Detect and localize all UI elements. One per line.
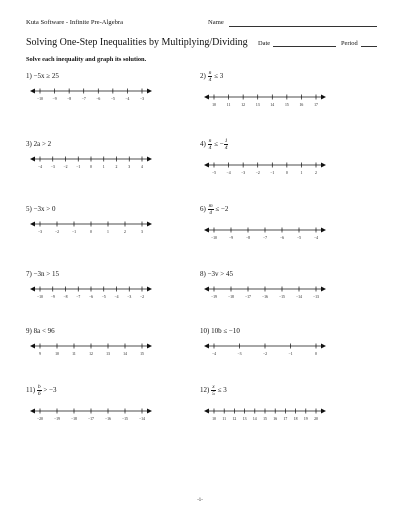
tick-label: 4 <box>141 165 143 169</box>
tick-label: 14 <box>252 417 257 421</box>
tick-label: −9 <box>50 295 55 299</box>
problem-statement <box>200 203 228 216</box>
problem-statement <box>200 384 227 397</box>
problem-statement <box>26 384 57 397</box>
problem-statement <box>26 270 59 278</box>
problem-7 <box>26 268 176 328</box>
problem-number: 7) <box>26 270 34 278</box>
number-line[interactable] <box>204 340 326 356</box>
tick-label: 20 <box>314 417 318 421</box>
tick-label: −7 <box>81 97 86 101</box>
tick-label: 15 <box>140 352 144 356</box>
inequality: 8a < 96 <box>33 327 55 335</box>
arrow-right-icon <box>147 287 152 292</box>
arrow-left-icon <box>204 344 209 349</box>
problem-statement <box>200 70 223 83</box>
tick-label: −15 <box>279 295 285 299</box>
problem-6 <box>200 203 350 263</box>
tick-label: 10 <box>55 352 59 356</box>
arrow-right-icon <box>147 157 152 162</box>
tick-label: 12 <box>232 417 237 421</box>
tick-label: −8 <box>245 236 251 240</box>
tick-label: −6 <box>279 236 285 240</box>
tick-label: −1 <box>71 230 77 234</box>
tick-label: −5 <box>101 295 106 299</box>
number-line[interactable] <box>204 159 326 175</box>
tick-label: −7 <box>76 295 81 299</box>
fraction-denominator: 4 <box>209 210 213 216</box>
tick-label: −1 <box>270 171 275 175</box>
tick-label: 0 <box>90 230 92 234</box>
tick-label: −2 <box>63 165 68 169</box>
tick-label: 14 <box>270 103 275 107</box>
tick-label: −1 <box>76 165 81 169</box>
problem-11 <box>26 384 176 444</box>
problem-number: 4) <box>200 140 208 149</box>
arrow-right-icon <box>147 89 152 94</box>
tick-label: −14 <box>296 295 302 299</box>
tick-label: −5 <box>211 171 217 175</box>
problem-3 <box>26 138 176 198</box>
problem-number: 3) <box>26 140 34 148</box>
number-line[interactable] <box>30 405 152 421</box>
arrow-right-icon <box>321 228 326 233</box>
tick-label: 15 <box>284 103 289 107</box>
tick-label: −6 <box>96 97 101 101</box>
problem-number: 2) <box>200 72 208 81</box>
tick-label: −19 <box>211 295 217 299</box>
problem-statement <box>26 327 55 335</box>
number-line[interactable] <box>30 85 152 101</box>
tick-label: 16 <box>273 417 278 421</box>
tick-label: −3 <box>37 230 43 234</box>
fraction-numerator: 1 <box>224 138 228 144</box>
tick-label: −10 <box>37 295 43 299</box>
inequality-relation: > −3 <box>41 386 57 395</box>
tick-label: 2 <box>315 171 317 175</box>
tick-label: −3 <box>139 97 145 101</box>
arrow-left-icon <box>30 344 35 349</box>
tick-label: −19 <box>54 417 60 421</box>
tick-label: −9 <box>52 97 57 101</box>
tick-label: 12 <box>241 103 246 107</box>
arrow-right-icon <box>147 409 152 414</box>
name-label: Name <box>208 19 224 26</box>
fraction-numerator: x <box>212 384 215 390</box>
inequality-relation: ≤ 3 <box>215 386 227 395</box>
name-field[interactable] <box>229 26 377 27</box>
tick-label: −3 <box>127 295 132 299</box>
tick-label: −6 <box>88 295 94 299</box>
tick-label: −5 <box>110 97 115 101</box>
inequality: −3n > 15 <box>33 270 59 278</box>
inequality-relation: ≤ − <box>212 140 224 149</box>
tick-label: −20 <box>37 417 43 421</box>
arrow-right-icon <box>321 95 326 100</box>
number-line[interactable] <box>30 283 152 299</box>
tick-label: 17 <box>283 417 288 421</box>
problem-number: 10) <box>200 327 212 335</box>
arrow-right-icon <box>321 409 326 414</box>
tick-label: 11 <box>72 352 76 356</box>
tick-label: 3 <box>128 165 131 169</box>
number-line[interactable] <box>30 218 152 234</box>
tick-label: −17 <box>245 295 251 299</box>
problem-9 <box>26 325 176 385</box>
tick-label: 16 <box>299 103 304 107</box>
date-label: Date <box>258 40 271 47</box>
number-line[interactable] <box>204 91 326 107</box>
tick-label: −1 <box>288 352 293 356</box>
fraction-denominator: 4 <box>208 145 212 151</box>
arrow-left-icon <box>204 228 209 233</box>
fraction-denominator: 6 <box>37 391 41 397</box>
arrow-left-icon <box>204 287 209 292</box>
arrow-left-icon <box>204 95 209 100</box>
problem-number: 11) <box>26 386 37 395</box>
tick-label: 18 <box>293 417 298 421</box>
inequality-relation: ≤ −2 <box>213 205 229 214</box>
tick-label: −2 <box>262 352 268 356</box>
inequality: −5x ≥ 25 <box>33 72 59 80</box>
arrow-left-icon <box>30 157 35 162</box>
tick-label: −7 <box>262 236 268 240</box>
tick-label: −2 <box>54 230 60 234</box>
tick-label: −17 <box>88 417 94 421</box>
tick-label: 17 <box>314 103 318 107</box>
tick-label: 0 <box>285 171 288 175</box>
arrow-left-icon <box>204 409 209 414</box>
problem-statement <box>26 72 59 80</box>
tick-label: −3 <box>50 165 55 169</box>
tick-label: −4 <box>125 97 130 101</box>
arrow-left-icon <box>204 163 209 168</box>
number-line[interactable] <box>30 153 152 169</box>
tick-label: −4 <box>114 295 119 299</box>
tick-label: 10 <box>212 417 216 421</box>
fraction-numerator: b <box>37 384 41 390</box>
arrow-right-icon <box>321 163 326 168</box>
tick-label: −10 <box>211 236 217 240</box>
tick-label: −16 <box>105 417 111 421</box>
tick-label: 0 <box>315 352 317 356</box>
fraction-denominator: 5 <box>212 391 215 397</box>
arrow-right-icon <box>147 344 152 349</box>
problem-number: 5) <box>26 205 34 213</box>
fraction <box>224 138 229 151</box>
problem-2 <box>200 70 350 130</box>
tick-label: 19 <box>303 417 308 421</box>
tick-label: 1 <box>102 165 105 169</box>
problem-statement <box>26 140 51 148</box>
inequality: 10b ≤ −10 <box>211 327 240 335</box>
tick-label: 0 <box>90 165 92 169</box>
arrow-left-icon <box>30 222 35 227</box>
tick-label: 10 <box>212 103 216 107</box>
tick-label: −8 <box>67 97 72 101</box>
number-line[interactable] <box>204 283 326 299</box>
problem-number: 8) <box>200 270 208 278</box>
tick-label: 13 <box>106 352 110 356</box>
number-line[interactable] <box>30 340 152 356</box>
tick-label: −4 <box>313 236 319 240</box>
problem-5 <box>26 203 176 263</box>
tick-label: 1 <box>107 230 109 234</box>
period-label: Period <box>341 40 358 47</box>
tick-label: 2 <box>124 230 126 234</box>
tick-label: −14 <box>139 417 145 421</box>
arrow-right-icon <box>321 287 326 292</box>
number-line[interactable] <box>204 405 326 421</box>
number-line[interactable] <box>204 224 326 240</box>
page-number: -1- <box>197 498 203 503</box>
tick-label: −4 <box>37 165 43 169</box>
tick-label: −9 <box>228 236 234 240</box>
software-label: Kuta Software - Infinite Pre-Algebra <box>26 19 124 26</box>
problem-number: 9) <box>26 327 34 335</box>
fraction-denominator: 4 <box>224 145 228 151</box>
tick-label: 13 <box>255 103 260 107</box>
tick-label: 14 <box>123 352 127 356</box>
fraction-numerator: n <box>208 138 212 144</box>
tick-label: 3 <box>141 230 143 234</box>
problem-4 <box>200 138 350 198</box>
tick-label: 15 <box>263 417 267 421</box>
problem-statement <box>200 327 240 335</box>
tick-label: −4 <box>211 352 217 356</box>
tick-label: 2 <box>115 165 118 169</box>
tick-label: −15 <box>122 417 128 421</box>
tick-label: 13 <box>242 417 247 421</box>
tick-label: −3 <box>241 171 246 175</box>
tick-label: 11 <box>226 103 231 107</box>
tick-label: −8 <box>63 295 68 299</box>
tick-label: −16 <box>262 295 268 299</box>
problem-number: 6) <box>200 205 208 214</box>
inequality: −3x > 0 <box>33 205 56 213</box>
period-field[interactable] <box>361 46 377 47</box>
tick-label: −2 <box>139 295 145 299</box>
arrow-right-icon <box>321 344 326 349</box>
tick-label: −4 <box>226 171 231 175</box>
inequality-relation: ≤ 3 <box>212 72 224 81</box>
date-field[interactable] <box>273 46 336 47</box>
fraction-numerator: n <box>208 70 212 76</box>
inequality: 2a > 2 <box>33 140 52 148</box>
fraction-denominator: 4 <box>208 77 212 83</box>
problem-statement <box>200 138 228 151</box>
instructions: Solve each inequality and graph its solution. <box>26 56 147 63</box>
arrow-right-icon <box>147 222 152 227</box>
arrow-left-icon <box>30 409 35 414</box>
tick-label: −2 <box>255 171 260 175</box>
problem-statement <box>200 270 233 278</box>
tick-label: −10 <box>37 97 43 101</box>
tick-label: 1 <box>300 171 303 175</box>
problem-8 <box>200 268 350 328</box>
tick-label: −18 <box>228 295 234 299</box>
tick-label: 9 <box>39 352 41 356</box>
tick-label: −5 <box>296 236 302 240</box>
problem-statement <box>26 205 56 213</box>
arrow-left-icon <box>30 89 35 94</box>
tick-label: 11 <box>222 417 227 421</box>
tick-label: −18 <box>71 417 77 421</box>
fraction-numerator: m <box>208 203 213 209</box>
problem-number: 12) <box>200 386 212 395</box>
problem-12 <box>200 384 350 444</box>
inequality: −3v > 45 <box>207 270 233 278</box>
problem-1 <box>26 70 176 130</box>
arrow-left-icon <box>30 287 35 292</box>
worksheet-title: Solving One-Step Inequalities by Multiplying/Dividing <box>26 37 248 48</box>
tick-label: −3 <box>237 352 242 356</box>
problem-number: 1) <box>26 72 34 80</box>
problem-10 <box>200 325 350 385</box>
tick-label: 12 <box>89 352 93 356</box>
tick-label: −13 <box>313 295 319 299</box>
